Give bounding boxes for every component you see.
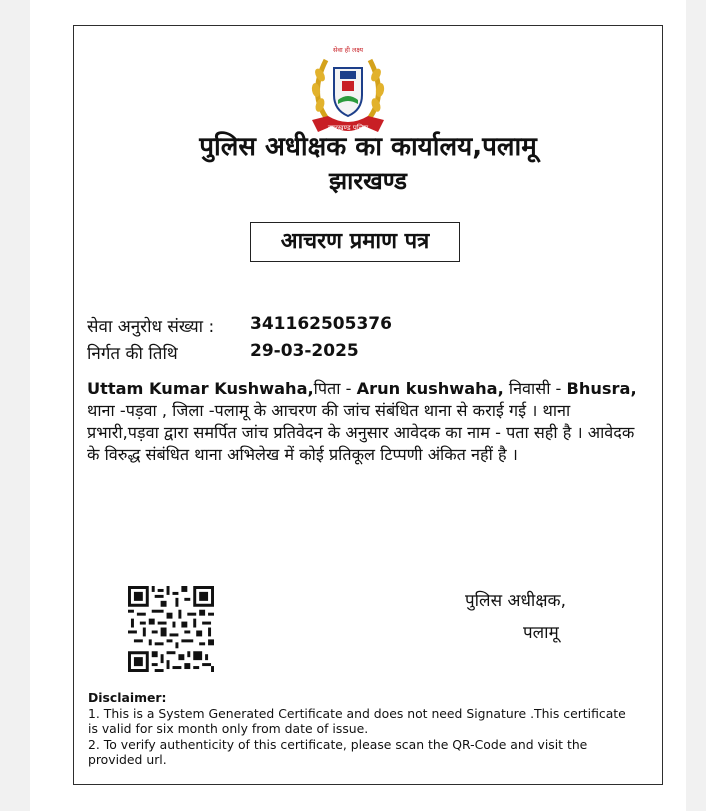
father-label: पिता - xyxy=(313,379,357,398)
certificate-body xyxy=(87,378,647,466)
father-name: Arun kushwaha, xyxy=(356,379,504,398)
disclaimer-line-1: 1. This is a System Generated Certificate and does not need Signature .This certificate is valid for six month only from date of issue. xyxy=(88,705,626,737)
office-state: झारखण्ड xyxy=(328,167,408,195)
body-rest: थाना -पड़वा , जिला -पलामू के आचरण की जांच संबंधित थाना से कराई गई । थाना प्रभारी,पड़वा द्वारा समर्पित जांच प्रतिवेदन के अनुसार आवेदक का नाम - पता सही है । आवेदक के विरुद्ध संबंधित थाना अभिलेख में कोई प्रतिकूल टिप्पणी अंकित नहीं है । xyxy=(87,401,635,464)
qr-code-icon[interactable] xyxy=(128,586,214,672)
village-name: Bhusra, xyxy=(566,379,637,398)
resident-label: निवासी - xyxy=(503,379,567,398)
certificate-title: आचरण प्रमाण पत्र xyxy=(250,222,460,262)
request-number-label: सेवा अनुरोध संख्या : xyxy=(87,317,215,337)
request-number-row xyxy=(87,314,392,337)
issue-date-row xyxy=(87,341,359,364)
issue-date-value: 29-03-2025 xyxy=(250,341,359,361)
signatory-title: पुलिस अधीक्षक, xyxy=(465,591,566,611)
signatory-place: पलामू xyxy=(523,623,559,643)
emblem-ribbon-text: झारखण्ड पुलिस xyxy=(327,124,369,132)
request-number-value: 341162505376 xyxy=(250,314,392,334)
disclaimer xyxy=(88,690,633,768)
issue-date-label: निर्गत की तिथि xyxy=(87,344,178,364)
applicant-name: Uttam Kumar Kushwaha, xyxy=(87,379,314,398)
disclaimer-line-2: 2. To verify authenticity of this certificate, please scan the QR-Code and visit the provided url. xyxy=(88,736,588,768)
emblem-motto: सेवा ही लक्ष्य xyxy=(332,46,364,54)
disclaimer-heading: Disclaimer: xyxy=(88,690,167,705)
jharkhand-police-emblem-icon xyxy=(298,40,398,140)
office-title: पुलिस अधीक्षक का कार्यालय,पलामू xyxy=(199,132,537,162)
